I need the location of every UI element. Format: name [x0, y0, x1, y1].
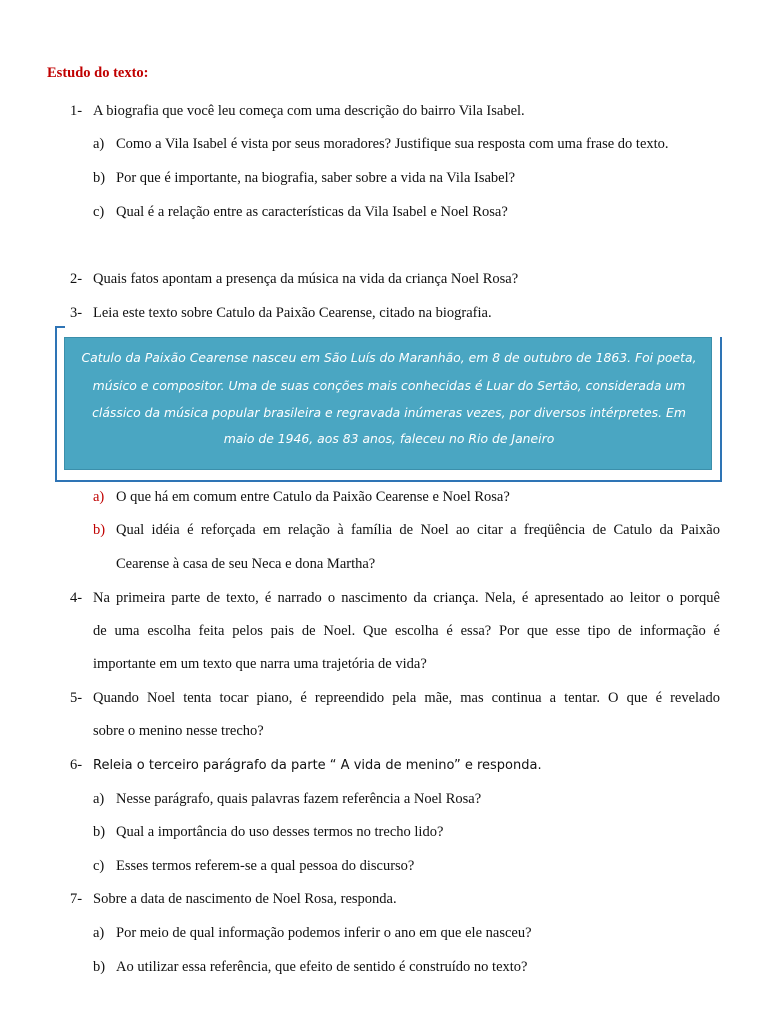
q3b-text-line2: Cearense à casa de seu Neca e dona Martha? — [116, 556, 376, 572]
q5-number: 5- — [70, 690, 83, 706]
q1b-text: Por que é importante, na biografia, saber sobre a vida na Vila Isabel? — [116, 170, 516, 186]
quote-line: músico e compositor. Uma de suas conções mais conhecidas é Luar do Sertão, considerada um — [92, 378, 686, 393]
q3-text: Leia este texto sobre Catulo da Paixão Cearense, citado na biografia. — [93, 305, 492, 321]
q7a-text: Por meio de qual informação podemos inferir o ano em que ele nasceu? — [116, 925, 532, 941]
frame-right-line — [720, 337, 722, 482]
q5-text-line2: sobre o menino nesse trecho? — [93, 723, 264, 739]
q1-number: 1- — [70, 103, 83, 119]
quote-line: clássico da música popular brasileira e regravada inúmeras vezes, por diversos intérpretes. Em — [92, 405, 686, 420]
q2-text: Quais fatos apontam a presença da música na vida da criança Noel Rosa? — [93, 271, 519, 287]
q6b-label: b) — [93, 824, 106, 840]
q3-number: 3- — [70, 305, 83, 321]
quote-line: maio de 1946, aos 83 anos, faleceu no Rio de Janeiro — [223, 431, 555, 446]
q6-text: Releia o terceiro parágrafo da parte “ A vida de menino” e responda. — [93, 758, 542, 773]
q4-text-line3: importante em um texto que narra uma trajetória de vida? — [93, 656, 427, 672]
q6c-text: Esses termos referem-se a qual pessoa do discurso? — [116, 858, 415, 874]
q6c-label: c) — [93, 858, 105, 874]
q4-number: 4- — [70, 590, 83, 606]
q7b-text: Ao utilizar essa referência, que efeito de sentido é construído no texto? — [116, 959, 528, 975]
q1-text: A biografia que você leu começa com uma descrição do bairro Vila Isabel. — [93, 103, 525, 119]
q7-number: 7- — [70, 891, 83, 907]
quote-line: Catulo da Paixão Cearense nasceu em São Luís do Maranhão, em 8 de outubro de 1863. Foi poeta, — [81, 350, 697, 365]
q7b-label: b) — [93, 959, 106, 975]
q3a-text: O que há em comum entre Catulo da Paixão Cearense e Noel Rosa? — [116, 489, 510, 505]
q1c-text: Qual é a relação entre as características da Vila Isabel e Noel Rosa? — [116, 204, 508, 220]
quote-box — [64, 337, 712, 470]
q1a-text: Como a Vila Isabel é vista por seus moradores? Justifique sua resposta com uma frase do texto. — [116, 136, 669, 152]
q5-text-line1: Quando Noel tenta tocar piano, é repreendido pela mãe, mas continua a tentar. O que é revelado — [93, 690, 720, 706]
q6b-text: Qual a importância do uso desses termos no trecho lido? — [116, 824, 444, 840]
q3a-label: a) — [93, 489, 105, 505]
q3b-text-line1: Qual idéia é reforçada em relação à família de Noel ao citar a freqüência de Catulo da Paixão — [116, 522, 720, 538]
q7a-label: a) — [93, 925, 105, 941]
frame-bottom-line — [55, 480, 722, 482]
q7-text: Sobre a data de nascimento de Noel Rosa, responda. — [93, 891, 397, 907]
q1c-label: c) — [93, 204, 105, 220]
section-heading: Estudo do texto: — [47, 65, 149, 81]
q1a-label: a) — [93, 136, 105, 152]
q1b-label: b) — [93, 170, 106, 186]
q6a-label: a) — [93, 791, 105, 807]
q3b-label: b) — [93, 522, 106, 538]
q2-number: 2- — [70, 271, 83, 287]
q6a-text: Nesse parágrafo, quais palavras fazem referência a Noel Rosa? — [116, 791, 482, 807]
frame-left-line — [55, 326, 57, 482]
q4-text-line2: de uma escolha feita pelos pais de Noel. Que escolha é essa? Por que esse tipo de informação é — [93, 623, 720, 639]
q4-text-line1: Na primeira parte de texto, é narrado o nascimento da criança. Nela, é apresentado ao leitor o porquê — [93, 590, 720, 606]
q6-number: 6- — [70, 757, 83, 773]
